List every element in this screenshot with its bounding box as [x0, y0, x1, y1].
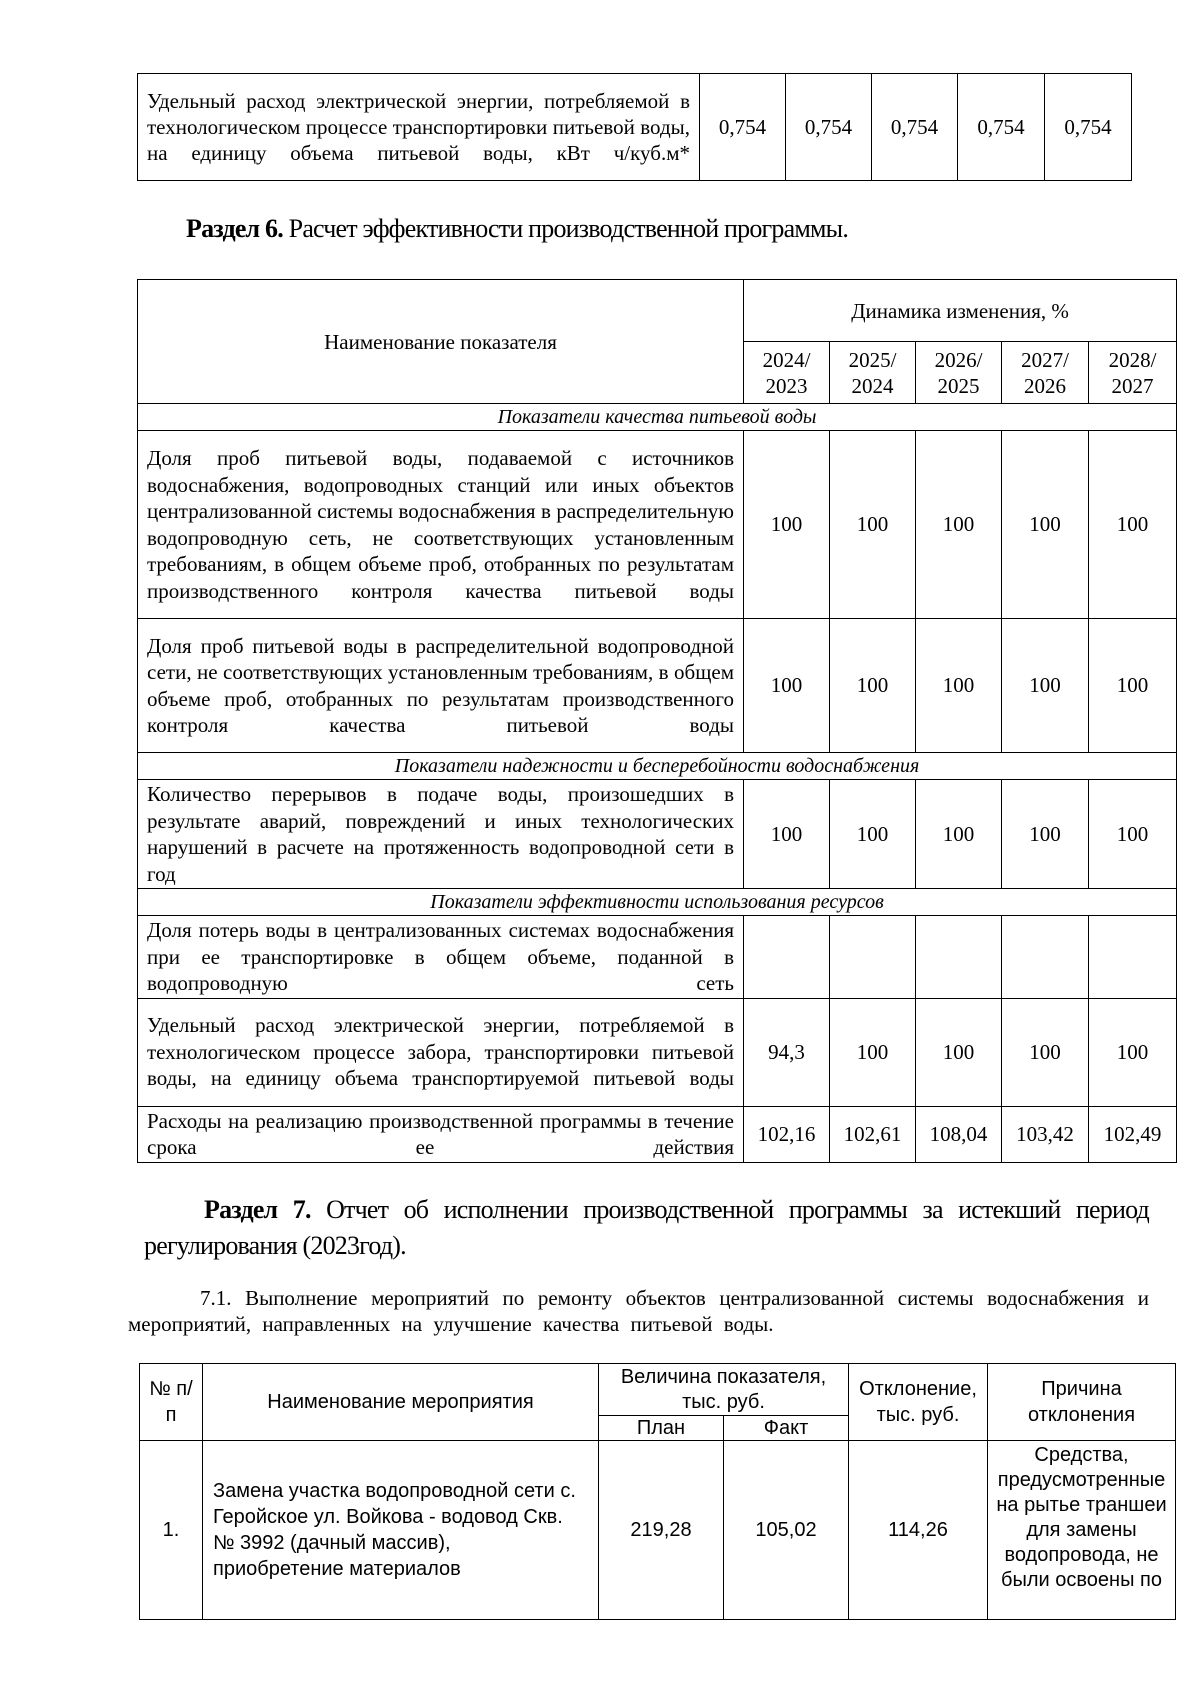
row-value: 100 — [830, 998, 916, 1106]
section7-title: Отчет об исполнении производственной программы за истекший период регулирования (2023год). — [144, 1195, 1149, 1260]
table-row — [138, 916, 1177, 999]
col-fact-header: Факт — [724, 1416, 849, 1441]
row-value — [1089, 916, 1177, 999]
row-value: 102,61 — [830, 1106, 916, 1162]
top-table-value: 0,754 — [958, 74, 1045, 181]
year-header: 2026/ 2025 — [916, 342, 1002, 404]
row-label: Доля потерь воды в централизованных системах водоснабжения при ее транспортировке в общем объеме, поданной в водопроводную сеть — [138, 916, 744, 999]
row-value — [1002, 916, 1089, 999]
top-table-label: Удельный расход электрической энергии, потребляемой в технологическом процессе транспортировки питьевой воды, на единицу объема питьевой воды, кВт ч/куб.м* — [138, 74, 700, 181]
col-dynamics-header: Динамика изменения, % — [744, 280, 1177, 342]
row-value: 100 — [1002, 619, 1089, 753]
row-value: 100 — [916, 619, 1002, 753]
section6-label: Раздел 6. — [186, 214, 283, 243]
row-value: 100 — [1002, 431, 1089, 619]
row-value: 100 — [744, 431, 830, 619]
group-title: Показатели эффективности использования ресурсов — [138, 889, 1177, 916]
section7-label: Раздел 7. — [204, 1195, 311, 1224]
col-deviation-header: Отклонение, тыс. руб. — [849, 1364, 988, 1441]
row-label: Расходы на реализацию производственной программы в течение срока ее действия — [138, 1106, 744, 1162]
row-value: 103,42 — [1002, 1106, 1089, 1162]
col-num-header: № п/п — [140, 1364, 203, 1441]
row-value: 100 — [830, 780, 916, 889]
row-value — [830, 916, 916, 999]
row-value: 108,04 — [916, 1106, 1002, 1162]
top-table-value: 0,754 — [786, 74, 872, 181]
report-table — [139, 1363, 1176, 1620]
paragraph-7-1: 7.1. Выполнение мероприятий по ремонту объектов централизованной системы водоснабжения и мероприятий, направленных на улучшение качества питьевой воды. — [128, 1286, 1149, 1336]
table-row — [138, 431, 1177, 619]
row-value: 100 — [830, 431, 916, 619]
top-table-value: 0,754 — [1045, 74, 1132, 181]
row-label: Доля проб питьевой воды в распределительной водопроводной сети, не соответствующих установленным требованиям, в общем объеме проб, отобранных по результатам производственного контроля качества питьевой воды — [138, 619, 744, 753]
row-reason: Средства, предусмотренные на рытье траншеи для замены водопровода, не были освоены по — [988, 1441, 1176, 1620]
row-fact: 105,02 — [724, 1441, 849, 1620]
row-value — [916, 916, 1002, 999]
row-value: 100 — [916, 998, 1002, 1106]
table-row — [140, 1441, 1176, 1620]
year-header: 2027/ 2026 — [1002, 342, 1089, 404]
table-row — [138, 619, 1177, 753]
row-value: 100 — [1089, 998, 1177, 1106]
section7-heading — [144, 1192, 1149, 1264]
row-label: Количество перерывов в подаче воды, произошедших в результате аварий, повреждений и иных технологических нарушений в расчете на протяженность водопроводной сети в год — [138, 780, 744, 889]
row-value: 100 — [916, 431, 1002, 619]
group-title: Показатели надежности и бесперебойности водоснабжения — [138, 753, 1177, 780]
row-name: Замена участка водопроводной сети с. Геройское ул. Войкова - водовод Скв. № 3992 (дачный массив), приобретение материалов — [203, 1441, 599, 1620]
row-value — [744, 916, 830, 999]
col-name-header: Наименование показателя — [138, 280, 744, 404]
section6-heading — [186, 214, 848, 244]
group-title: Показатели качества питьевой воды — [138, 404, 1177, 431]
table-row — [138, 998, 1177, 1106]
table-row — [138, 1106, 1177, 1162]
row-value: 102,49 — [1089, 1106, 1177, 1162]
row-label: Доля проб питьевой воды, подаваемой с источников водоснабжения, водопроводных станций или иных объектов централизованной системы водоснабжения в распределительную водопроводную сеть, не соответствующих установленным требованиям, в общем объеме проб, отобранных по результатам производственного контроля качества питьевой воды — [138, 431, 744, 619]
year-header: 2028/ 2027 — [1089, 342, 1177, 404]
row-deviation: 114,26 — [849, 1441, 988, 1620]
row-value: 100 — [916, 780, 1002, 889]
row-plan: 219,28 — [599, 1441, 724, 1620]
col-value-header: Величина показателя, тыс. руб. — [599, 1364, 849, 1416]
top-table-value: 0,754 — [700, 74, 786, 181]
efficiency-table — [137, 279, 1177, 1163]
row-value: 100 — [1089, 619, 1177, 753]
year-header: 2024/ 2023 — [744, 342, 830, 404]
year-header: 2025/ 2024 — [830, 342, 916, 404]
row-value: 100 — [1002, 780, 1089, 889]
table-row — [138, 780, 1177, 889]
section6-title: Расчет эффективности производственной программы. — [288, 214, 849, 243]
top-table-value: 0,754 — [872, 74, 958, 181]
row-value: 100 — [1089, 431, 1177, 619]
row-value: 94,3 — [744, 998, 830, 1106]
row-value: 100 — [744, 619, 830, 753]
row-value: 100 — [744, 780, 830, 889]
col-plan-header: План — [599, 1416, 724, 1441]
row-value: 100 — [1002, 998, 1089, 1106]
row-value: 100 — [1089, 780, 1177, 889]
row-label: Удельный расход электрической энергии, потребляемой в технологическом процессе забора, транспортировки питьевой воды, на единицу объема транспортируемой питьевой воды — [138, 998, 744, 1106]
col-reason-header: Причина отклонения — [988, 1364, 1176, 1441]
row-value: 100 — [830, 619, 916, 753]
row-value: 102,16 — [744, 1106, 830, 1162]
top-table — [137, 73, 1132, 181]
col-name-header: Наименование мероприятия — [203, 1364, 599, 1441]
row-num: 1. — [140, 1441, 203, 1620]
